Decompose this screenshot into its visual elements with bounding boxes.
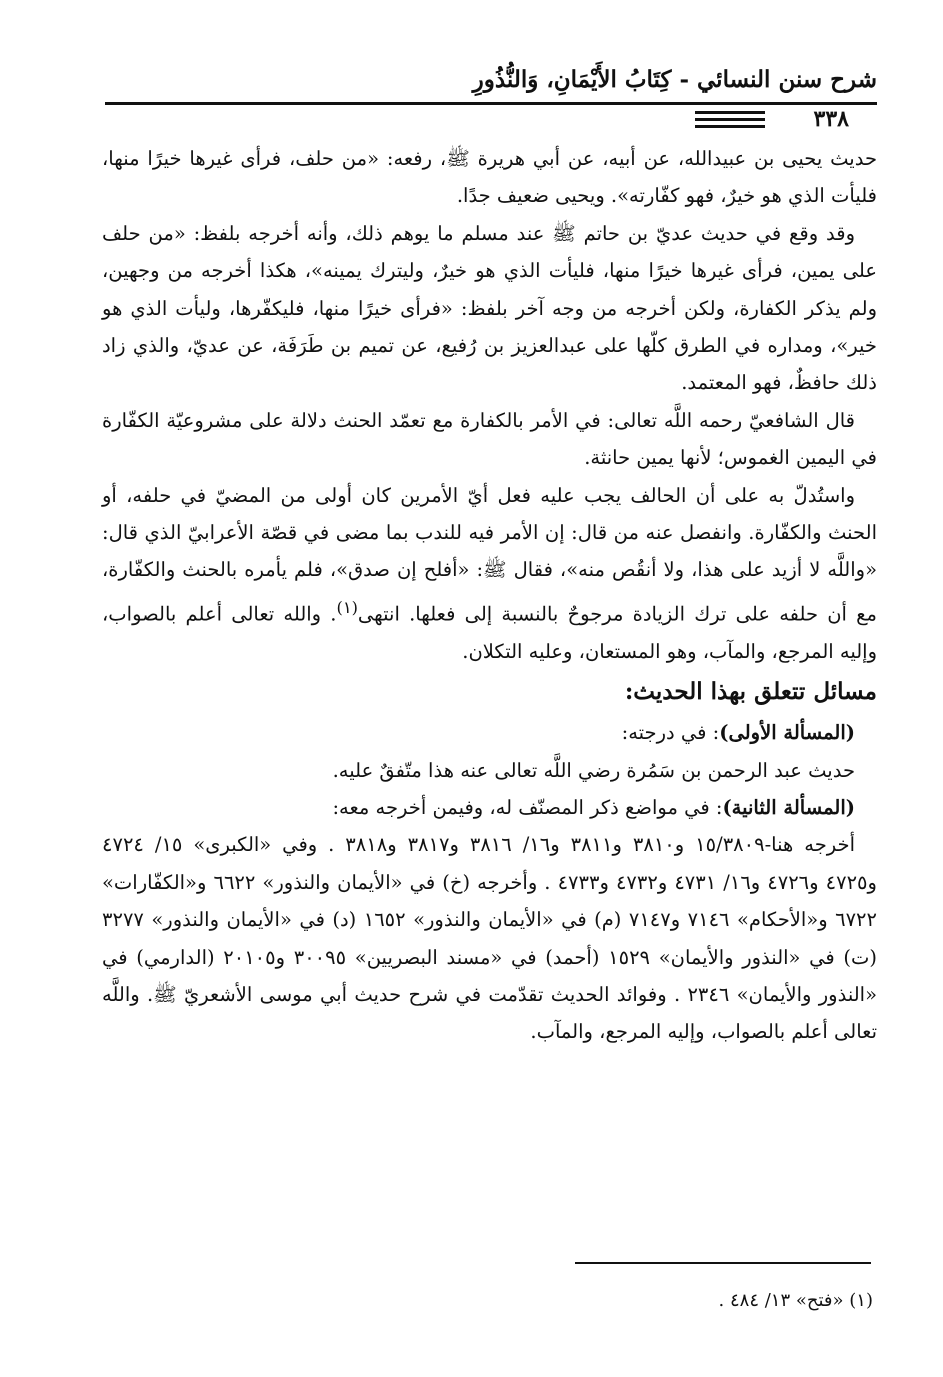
section-heading: مسائل تتعلق بهذا الحديث: <box>624 678 877 706</box>
issue-label: (المسألة الأولى) <box>719 721 855 745</box>
paragraph: قال الشافعيّ رحمه اللَّه تعالى: في الأمر بالكفارة مع تعمّد الحنث دلالة على مشروعيّة الكفّارة في اليمين الغموس؛ لأنها يمين حانثة. <box>102 408 877 470</box>
paragraph: حديث يحيى بن عبيدالله، عن أبيه، عن أبي هريرة ﷺ، رفعه: «من حلف، فرأى غيرها خيرًا منها، فليأت الذي هو خيرٌ، فهو كفّارته». ويحيى ضعيف جدًا. <box>102 147 877 208</box>
page-number-rules <box>695 111 765 132</box>
issue-heading <box>102 789 877 826</box>
paragraph: حديث عبد الرحمن بن سَمُرة رضي اللَّه تعالى عنه هذا متّفقٌ عليه. <box>332 758 855 782</box>
issue-title: : في مواضع ذكر المصنّف له، وفيمن أخرجه معه: <box>332 796 723 819</box>
paragraph-text: والله تعالى أعلم بالصواب، وإليه المرجع، والمآب، وهو المستعان، وعليه التكلان. <box>102 602 877 663</box>
page-body <box>102 140 877 1051</box>
paragraph-text: واستُدلّ به على أن الحالف يجب عليه فعل أيّ الأمرين كان أولى من المضيّ في حلفه، أو الحنث والكفّارة. وانفصل عنه من قال: إن الأمر فيه للندب بما مضى في قصّة الأعرابيّ الذي قال: «واللَّه لا أزيد على هذا، ولا أنقُص منه»، فقال ﷺ: «أفلح إن صدق»، فلم يأمره بالحنث والكفّارة، مع أن حلفه على ترك الزيادة مرجوحٌ بالنسبة إلى فعلها. انتهى <box>102 483 877 626</box>
page-header <box>105 60 877 132</box>
running-title: شرح سنن النسائي - كِتَابُ الأَيْمَانِ، وَالنُّذُورِ <box>472 66 877 93</box>
footnote-rule <box>575 1262 871 1264</box>
footnote: (١) «فتح» ١٣/ ٤٨٤ . <box>718 1290 873 1311</box>
issue-title: : في درجته: <box>621 721 720 745</box>
footnote-reference: (١) <box>336 597 358 617</box>
paragraph: أخرجه هنا-١٥/٣٨٠٩ و٣٨١٠ و٣٨١١ و١٦/ ٣٨١٦ و٣٨١٧ و٣٨١٨ . وفي «الكبرى» ١٥/ ٤٧٢٤ و٤٧٢٥ و٤٧٢٦ و١٦/ ٤٧٣١ و٤٧٣٢ و٤٧٣٣ . وأخرجه (خ) في «الأيمان والنذور» ٦٦٢٢ و«الكفّارات» ٦٧٢٢ و«الأحكام» ٧١٤٦ و٧١٤٧ (م) في «الأيمان والنذور» ١٦٥٢ (د) في «الأيمان والنذور» ٣٢٧٧ (ت) في «النذور والأيمان» ١٥٢٩ (أحمد) في «مسند البصريين» ٣٠٠٩٥ و٢٠١٠٥ (الدارمي) في «النذور والأيمان» ٢٣٤٦ . وفوائد الحديث تقدّمت في شرح حديث أبي موسى الأشعريّ ﷺ. واللَّه تعالى أعلم بالصواب، وإليه المرجع، والمآب. <box>102 833 877 1044</box>
page-number: ٣٣٨ <box>806 106 857 132</box>
issue-label: (المسألة الثانية) <box>722 796 855 819</box>
paragraph: واستُدلّ به على أن الحالف يجب عليه فعل أيّ الأمرين كان أولى من المضيّ في حلفه، أو الحنث والكفّارة. وانفصل عنه من قال: إن الأمر فيه للندب بما مضى في قصّة الأعرابيّ الذي قال: «واللَّه لا أزيد على هذا، ولا أنقُص منه»، فقال ﷺ: «أفلح إن صدق»، فلم يأمره بالحنث والكفّارة، مع أن حلفه على ترك الزيادة مرجوحٌ بالنسبة إلى فعلها. انتهى$^{(١)}$. والله تعالى أعلم بالصواب، وإليه المرجع، والمآب، وهو المستعان، وعليه التكلان. <box>102 483 877 663</box>
issue-heading <box>102 714 877 751</box>
paragraph: وقد وقع في حديث عديّ بن حاتم ﷺ عند مسلم ما يوهم ذلك، وأنه أخرجه بلفظ: «من حلف على يمين، فرأى غيرها خيرًا منها، فليأت الذي هو خيرٌ، وليترك يمينه»، هكذا أخرجه من وجهين، ولم يذكر الكفارة، ولكن أخرجه من وجه آخر بلفظ: «فرأى خيرًا منها، فليكفّرها، وليأت الذي هو خير»، ومداره في الطرق كلّها على عبدالعزيز بن رُفيع، عن تميم بن طَرَفَة، عن عديّ، والذي زاد ذلك حافظٌ، فهو المعتمد. <box>102 221 877 395</box>
header-rule <box>105 102 877 105</box>
